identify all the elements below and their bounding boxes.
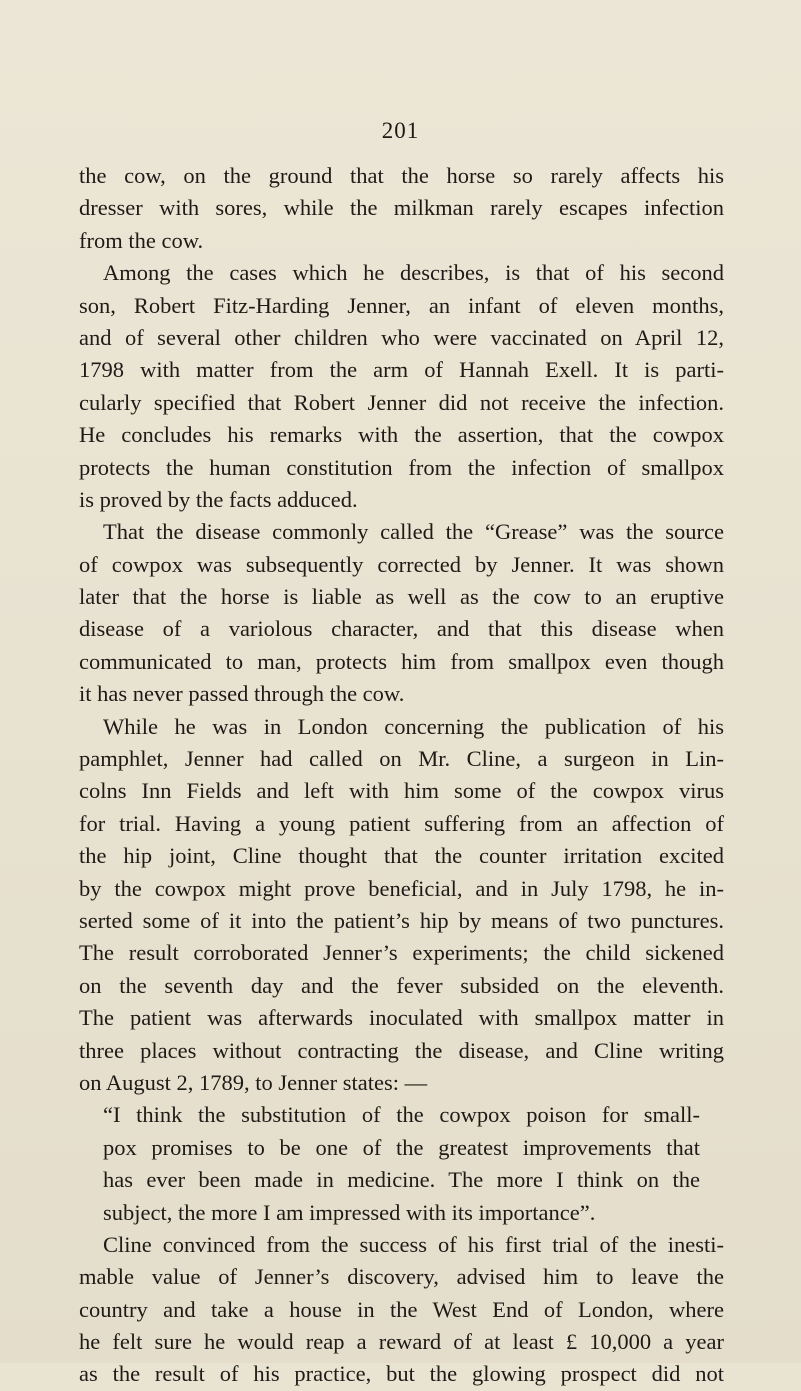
text-line: pamphlet, Jenner had called on Mr. Cline, a surgeon in Lin-: [79, 746, 724, 772]
page-number: 201: [381, 118, 420, 143]
text-line: He concludes his remarks with the assertion, that the cowpox: [79, 422, 724, 448]
text-line: as the result of his practice, but the glowing prospect did not: [79, 1361, 724, 1387]
text-line: the hip joint, Cline thought that the counter irritation excited: [79, 843, 724, 869]
text-line: and of several other children who were vaccinated on April 12,: [79, 324, 724, 350]
body-text: [79, 160, 724, 1391]
text-line: colns Inn Fields and left with him some of the cowpox virus: [79, 778, 724, 804]
text-line: cularly specified that Robert Jenner did not receive the infection.: [79, 389, 724, 415]
text-line: serted some of it into the patient’s hip by means of two punctures.: [79, 907, 724, 933]
text-line: communicated to man, protects him from smallpox even though: [79, 648, 724, 674]
text-line: of cowpox was subsequently corrected by Jenner. It was shown: [79, 551, 724, 577]
text-line: he felt sure he would reap a reward of at least £ 10,000 a year: [79, 1329, 724, 1355]
quote-line: “I think the substitution of the cowpox poison for small-: [103, 1102, 700, 1128]
paragraph-start-line: Among the cases which he describes, is that of his second: [103, 260, 724, 286]
quote-line: has ever been made in medicine. The more I think on the: [103, 1167, 700, 1193]
text-line: on August 2, 1789, to Jenner states: —: [79, 1069, 428, 1095]
text-line: is proved by the facts adduced.: [79, 486, 358, 512]
paragraph-start-line: Cline convinced from the success of his first trial of the inesti-: [103, 1231, 724, 1257]
text-line: for trial. Having a young patient suffering from an affection of: [79, 810, 724, 836]
text-line: the cow, on the ground that the horse so rarely affects his: [79, 163, 724, 188]
quote-line: pox promises to be one of the greatest improvements that: [103, 1134, 700, 1160]
text-line: later that the horse is liable as well as the cow to an eruptive: [79, 584, 724, 610]
text-line: 1798 with matter from the arm of Hannah Exell. It is parti-: [79, 357, 724, 383]
paragraph-start-line: While he was in London concerning the publication of his: [103, 713, 724, 739]
text-line: mable value of Jenner’s discovery, advised him to leave the: [79, 1264, 724, 1290]
text-line: son, Robert Fitz-Harding Jenner, an infant of eleven months,: [79, 292, 724, 318]
text-line: country and take a house in the West End of London, where: [79, 1296, 724, 1322]
text-line: The patient was afterwards inoculated with smallpox matter in: [79, 1005, 724, 1031]
text-line: from the cow.: [79, 227, 204, 253]
text-line: on the seventh day and the fever subsided on the eleventh.: [79, 972, 724, 998]
text-line: protects the human constitution from the infection of smallpox: [79, 454, 724, 480]
quote-line: subject, the more I am impressed with its importance”.: [103, 1199, 596, 1225]
text-line: three places without contracting the disease, and Cline writing: [79, 1037, 724, 1063]
text-line: The result corroborated Jenner’s experiments; the child sickened: [79, 940, 724, 966]
paragraph-start-line: That the disease commonly called the “Grease” was the source: [103, 519, 724, 545]
text-line: dresser with sores, while the milkman rarely escapes infection: [79, 195, 724, 221]
text-line: by the cowpox might prove beneficial, and in July 1798, he in-: [79, 875, 724, 901]
text-line: disease of a variolous character, and that this disease when: [79, 616, 724, 642]
text-line: it has never passed through the cow.: [79, 681, 405, 707]
